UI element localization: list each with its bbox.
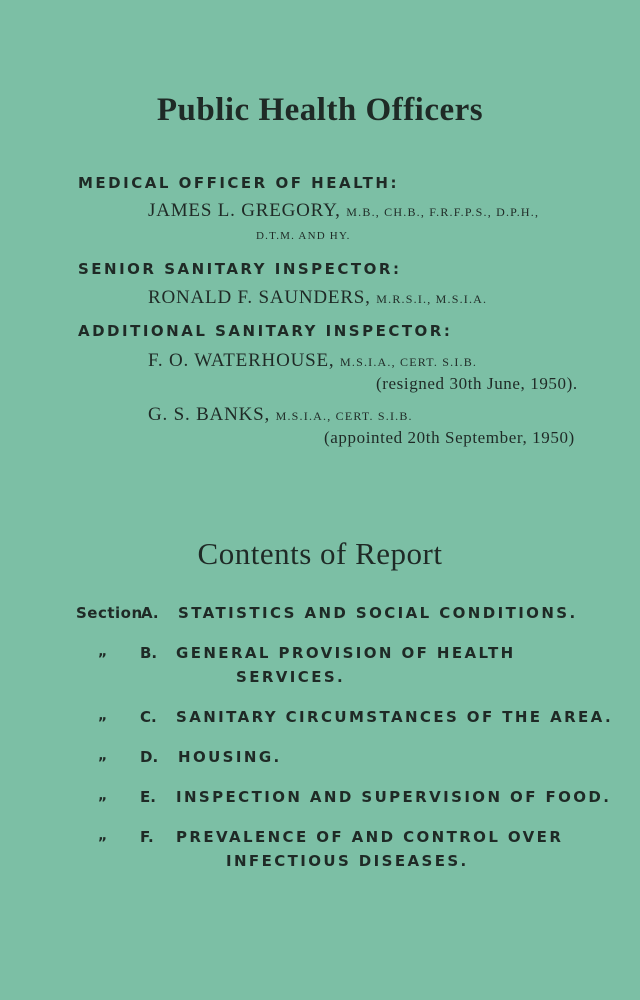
moh-heading: MEDICAL OFFICER OF HEALTH:: [78, 174, 399, 192]
contents-item-letter: D.: [140, 748, 159, 766]
section-label: Section: [76, 604, 143, 622]
contents-item-letter: A.: [141, 604, 159, 622]
moh-qualifications-continued: D.T.M. AND HY.: [256, 230, 351, 242]
inspector-banks-name: G. S. BANKS,: [148, 404, 271, 425]
ditto-mark: „: [98, 708, 108, 724]
contents-item-d: HOUSING.: [178, 748, 282, 766]
inspector-waterhouse-note: (resigned 30th June, 1950).: [376, 374, 578, 393]
contents-item-b-continued: SERVICES.: [236, 668, 346, 686]
moh-name: JAMES L. GREGORY,: [148, 200, 341, 221]
inspector-banks-qualifications: M.S.I.A., CERT. S.I.B.: [275, 409, 413, 423]
contents-item-c: SANITARY CIRCUMSTANCES OF THE AREA.: [176, 708, 614, 726]
contents-item-e: INSPECTION AND SUPERVISION OF FOOD.: [176, 788, 612, 806]
additional-inspector-heading: ADDITIONAL SANITARY INSPECTOR:: [78, 322, 453, 340]
inspector-waterhouse-name: F. O. WATERHOUSE,: [148, 350, 335, 371]
senior-inspector-name: RONALD F. SAUNDERS,: [148, 287, 371, 308]
contents-title: Contents of Report: [197, 536, 443, 571]
contents-item-letter: E.: [140, 788, 156, 806]
senior-inspector-entry: [148, 287, 487, 309]
contents-item-f-continued: INFECTIOUS DISEASES.: [226, 852, 469, 870]
contents-item-f: PREVALENCE OF AND CONTROL OVER: [176, 828, 564, 846]
officers-title: Public Health Officers: [156, 92, 484, 128]
inspector-banks-entry: [148, 404, 413, 426]
ditto-mark: „: [98, 644, 108, 660]
moh-entry: [148, 200, 539, 222]
ditto-mark: „: [98, 828, 108, 844]
senior-inspector-heading: SENIOR SANITARY INSPECTOR:: [78, 260, 402, 278]
contents-item-letter: C.: [140, 708, 157, 726]
ditto-mark: „: [98, 748, 108, 764]
contents-item-a: STATISTICS AND SOCIAL CONDITIONS.: [178, 604, 578, 622]
contents-item-letter: F.: [140, 828, 154, 846]
inspector-waterhouse-qualifications: M.S.I.A., CERT. S.I.B.: [340, 355, 478, 369]
inspector-banks-note: (appointed 20th September, 1950): [324, 428, 575, 447]
contents-item-b: GENERAL PROVISION OF HEALTH: [176, 644, 516, 662]
inspector-waterhouse-entry: [148, 350, 477, 372]
moh-qualifications: M.B., CH.B., F.R.F.P.S., D.P.H.,: [346, 205, 540, 219]
senior-inspector-qualifications: M.R.S.I., M.S.I.A.: [376, 292, 488, 306]
ditto-mark: „: [98, 788, 108, 804]
contents-item-letter: B.: [140, 644, 158, 662]
